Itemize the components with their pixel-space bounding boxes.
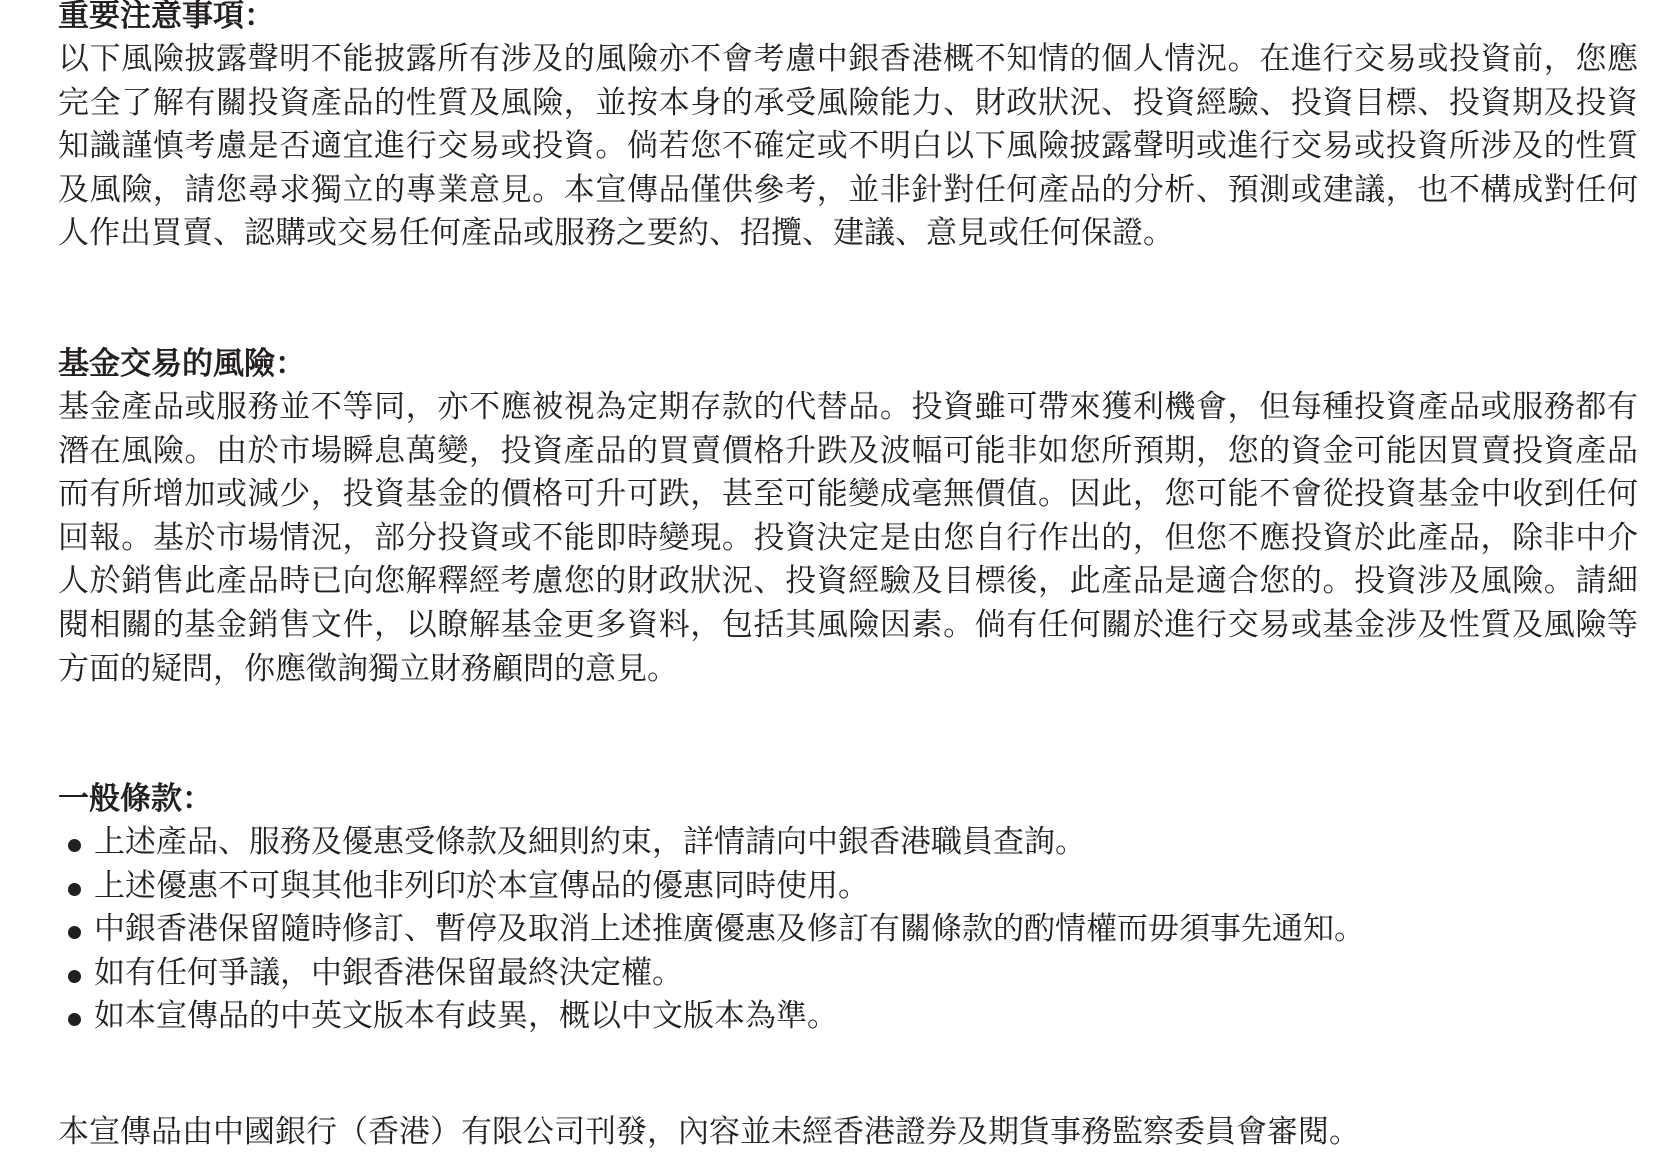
list-item-text: 上述優惠不可與其他非列印於本宣傳品的優惠同時使用。 (94, 867, 869, 904)
bullet-icon (68, 926, 81, 939)
fund-risk-heading: 基金交易的風險： (58, 346, 306, 382)
important-notice-heading: 重要注意事項： (58, 0, 275, 34)
issuer-footnote: 本宣傳品由中國銀行（香港）有限公司刊發，內容並未經香港證券及期貨事務監察委員會審閱。 (58, 1114, 1360, 1150)
list-item (58, 908, 1638, 952)
bullet-icon (68, 839, 81, 852)
general-terms-section (58, 778, 1638, 1039)
list-item (58, 865, 1638, 909)
list-item-text: 如有任何爭議，中銀香港保留最終決定權。 (94, 954, 683, 991)
list-item (58, 821, 1638, 865)
bullet-icon (68, 883, 81, 896)
fund-risk-section (58, 343, 1638, 691)
general-terms-heading: 一般條款： (58, 781, 213, 817)
list-item-text: 中銀香港保留隨時修訂、暫停及取消上述推廣優惠及修訂有關條款的酌情權而毋須事先通知。 (94, 911, 1365, 947)
bullet-icon (68, 1013, 81, 1026)
important-notice-body: 以下風險披露聲明不能披露所有涉及的風險亦不會考慮中銀香港概不知情的個人情況。在進行交易或投資前，您應完全了解有關投資產品的性質及風險，並按本身的承受風險能力、財政狀況、投資經驗、投資目標、投資期及投資知識謹慎考慮是否適宜進行交易或投資。倘若您不確定或不明白以下風險披露聲明或進行交易或投資所涉及的性質及風險，請您尋求獨立的專業意見。本宣傳品僅供參考，並非針對任何產品的分析、預測或建議，也不構成對任何人作出買賣、認購或交易任何產品或服務之要約、招攬、建議、意見或任何保證。 (58, 41, 1638, 252)
list-item-text: 如本宣傳品的中英文版本有歧異，概以中文版本為準。 (94, 998, 838, 1034)
list-item (58, 995, 1638, 1039)
general-terms-list (58, 821, 1638, 1039)
fund-risk-body: 基金產品或服務並不等同，亦不應被視為定期存款的代替品。投資雖可帶來獲利機會，但每種投資產品或服務都有潛在風險。由於市場瞬息萬變，投資產品的買賣價格升跌及波幅可能非如您所預期，您的資金可能因買賣投資產品而有所增加或減少，投資基金的價格可升可跌，甚至可能變成毫無價值。因此，您可能不會從投資基金中收到任何回報。基於市場情況，部分投資或不能即時變現。投資決定是由您自行作出的，但您不應投資於此產品，除非中介人於銷售此產品時已向您解釋經考慮您的財政狀況、投資經驗及目標後，此產品是適合您的。投資涉及風險。請細閱相關的基金銷售文件，以瞭解基金更多資料，包括其風險因素。倘有任何關於進行交易或基金涉及性質及風險等方面的疑問，你應徵詢獨立財務顧問的意見。 (58, 389, 1638, 687)
list-item-text: 上述產品、服務及優惠受條款及細則約束，詳情請向中銀香港職員查詢。 (94, 824, 1086, 860)
bullet-icon (68, 970, 81, 983)
list-item (58, 952, 1638, 996)
important-notice-section (58, 0, 1638, 256)
